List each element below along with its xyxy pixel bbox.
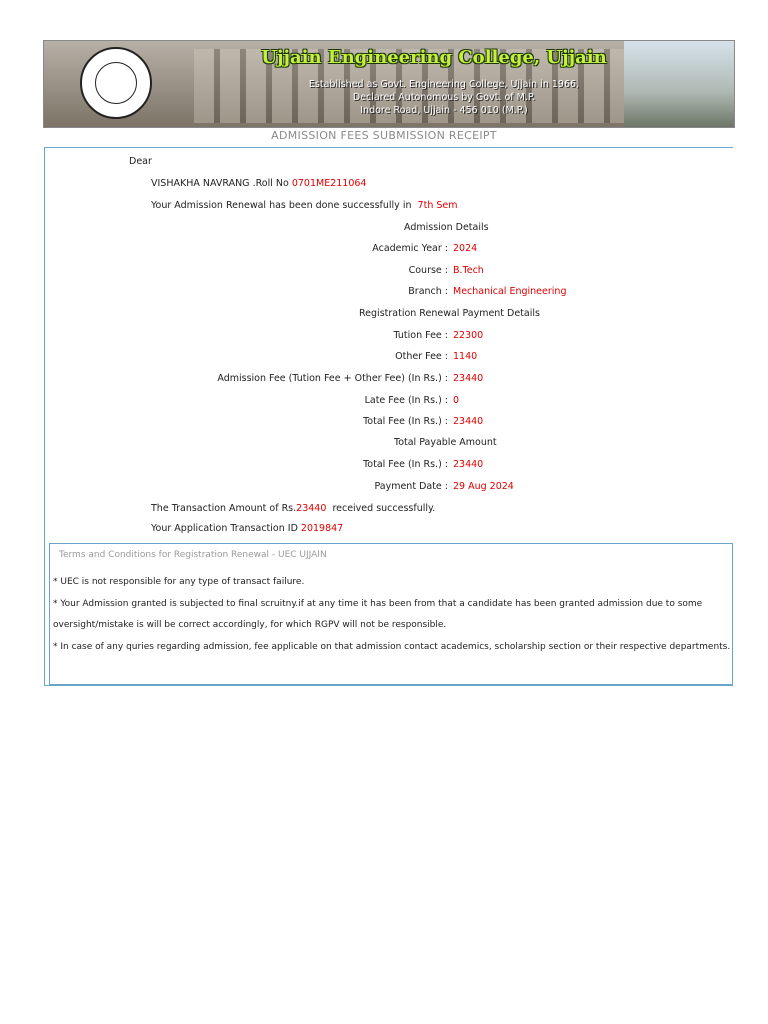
terms-line: oversight/mistake is will be correct accordingly, for which RGPV will not be responsible. [53,620,447,630]
college-name: Ujjain Engineering College, Ujjain [261,47,607,68]
transaction-prefix: The Transaction Amount of Rs. [151,503,297,514]
payment-date-label: Payment Date : [374,481,448,492]
payable-total-label: Total Fee (In Rs.) : [363,459,448,470]
course-label: Course : [408,265,448,276]
header-autonomous: Declared Autonomous by Govt. of M.P. [352,92,536,103]
payment-details-heading: Registration Renewal Payment Details [359,308,540,319]
terms-line: * Your Admission granted is subjected to final scruitny.if at any time it has been from that a candidate has been granted admission due to some [53,599,703,609]
transaction-amount-line [151,503,435,514]
academic-year-value: 2024 [453,243,478,254]
college-seal-logo [80,47,152,119]
terms-line: * In case of any quries regarding admission, fee applicable on that admission contact academics, scholarship section or their respective departments. [53,642,731,652]
academic-year-label: Academic Year : [372,243,448,254]
tution-fee-value: 22300 [453,330,484,341]
greeting: Dear [129,156,152,167]
branch-value: Mechanical Engineering [453,286,567,297]
admission-details-heading: Admission Details [404,222,489,233]
transaction-id-label: Your Application Transaction ID [151,523,298,534]
renewal-line [151,200,458,211]
payment-date-value: 29 Aug 2024 [453,481,514,492]
transaction-amount: 23440 [296,503,327,514]
seal-inner-emblem [95,62,137,104]
branch-label: Branch : [408,286,448,297]
terms-box [49,543,733,685]
late-fee-value: 0 [453,395,460,406]
other-fee-label: Other Fee : [395,351,448,362]
terms-line: * UEC is not responsible for any type of transact failure. [53,577,305,587]
other-fee-value: 1140 [453,351,478,362]
student-line [151,178,366,189]
admission-fee-label: Admission Fee (Tution Fee + Other Fee) (In Rs.) : [217,373,448,384]
header-established: Established as Govt. Engineering College, Ujjain in 1966, [308,79,580,90]
transaction-id: 2019847 [300,523,344,534]
total-fee-value: 23440 [453,416,484,427]
building-photo-right [624,41,734,127]
tution-fee-label: Tution Fee : [393,330,448,341]
college-header-banner [43,40,735,128]
course-value: B.Tech [453,265,484,276]
admission-fee-value: 23440 [453,373,484,384]
payable-total-value: 23440 [453,459,484,470]
total-fee-label: Total Fee (In Rs.) : [363,416,448,427]
transaction-id-line [151,523,343,534]
renewal-text: Your Admission Renewal has been done successfully in [151,200,412,211]
receipt-title: ADMISSION FEES SUBMISSION RECEIPT [271,129,497,142]
student-name: VISHAKHA NAVRANG .Roll No [151,178,289,189]
total-payable-heading: Total Payable Amount [394,437,497,448]
header-address: Indore Road, Ujjain - 456 010 (M.P.) [360,105,528,116]
roll-number: 0701ME211064 [291,178,367,189]
late-fee-label: Late Fee (In Rs.) : [364,395,448,406]
transaction-suffix: received successfully. [332,503,436,514]
semester: 7th Sem [417,200,458,211]
terms-title: Terms and Conditions for Registration Renewal - UEC UJJAIN [59,550,327,560]
